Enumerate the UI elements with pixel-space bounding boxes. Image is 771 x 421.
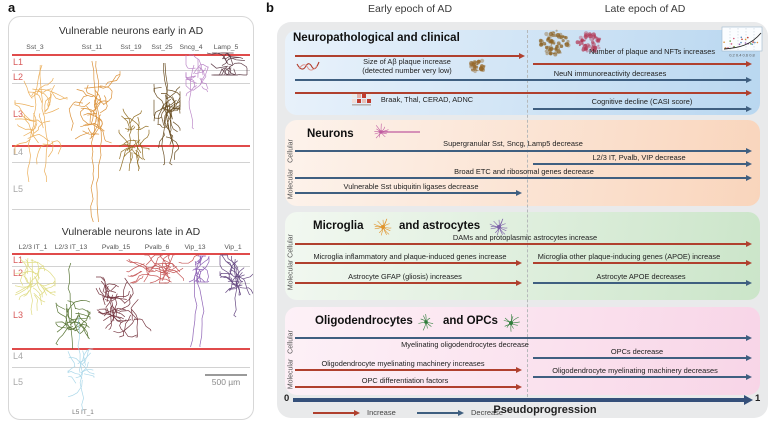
microglia-icon — [371, 215, 395, 244]
neuron-icon — [370, 121, 422, 148]
neuron-label: Vip_1 — [224, 244, 242, 251]
panel-a-letter: a — [8, 0, 16, 15]
apoe-label: Astrocyte APOE decreases — [596, 272, 686, 281]
ubiquitin-label: Vulnerable Sst ubiquitin ligases decrease — [343, 182, 479, 191]
pia-line — [12, 253, 250, 255]
opc-diff-label: OPC differentiation factors — [361, 376, 449, 385]
machinery-inc-label: Oligodendrocyte myelinating machinery increases — [321, 359, 485, 368]
supergranular-label: Supergranular Sst, Sncg, Lamp5 decrease — [443, 139, 583, 148]
panel-b — [277, 22, 768, 418]
myelinating-dec-label: Myelinating oligodendrocytes decrease — [401, 340, 529, 349]
layer-label: L3 — [13, 310, 24, 320]
braak-heatmap-icon — [352, 94, 372, 114]
neuron-label: Lamp_5 — [213, 44, 239, 51]
neuron-morphologies — [9, 17, 253, 419]
layer-label: L1 — [13, 255, 24, 265]
arrow-neun-decrease — [295, 79, 747, 81]
layer-label: L4 — [13, 351, 24, 361]
band3-title-part1: Microglia — [313, 220, 364, 232]
arrow-opc-diff-increase — [295, 386, 517, 388]
layer-line — [12, 283, 250, 284]
layer-line-red — [12, 348, 250, 350]
neuron-label: Vip_13 — [184, 244, 206, 251]
legend-increase-label: Increase — [367, 408, 396, 417]
layer-label: L5 — [13, 184, 24, 194]
axis-start: 0 — [284, 393, 290, 404]
plaque-size-label-line2: (detected number very low) — [362, 66, 452, 75]
layer-label: L3 — [13, 109, 24, 119]
legend-decrease-label: Decrease — [471, 408, 504, 417]
plaque-size-label-line1: Size of Aβ plaque increase — [363, 57, 451, 66]
oligodendrocyte-icon — [415, 311, 437, 338]
arrow-gfap-increase — [295, 282, 517, 284]
inflammatory-label: Microglia inflammatory and plaque-induced genes increase — [313, 252, 507, 261]
neuron-label: Pvalb_6 — [144, 244, 170, 251]
amyloid-plaque-large-icon — [537, 26, 571, 65]
neuron-label: L5 IT_1 — [72, 409, 94, 416]
arrow-supergranular-decrease — [295, 150, 747, 152]
neuron-label: Pvalb_15 — [101, 244, 131, 251]
arrow-cognitive-decline — [533, 108, 747, 110]
neuron-label: Sst_11 — [81, 44, 103, 51]
late-epoch-header: Late epoch of AD — [604, 3, 686, 15]
layer-label: L2 — [13, 72, 24, 82]
plaque-nft-label: Number of plaque and NFTs increases — [588, 47, 716, 56]
pia-line — [12, 54, 250, 56]
arrow-opcs-decrease — [533, 357, 747, 359]
molecular-side-label: Molecular — [287, 358, 295, 390]
scale-bar — [205, 374, 247, 376]
layer-line — [12, 83, 250, 84]
band1-title: Neuropathological and clinical — [293, 32, 460, 44]
inset-xticks: 0.2 0.4 0.6 0.8 — [729, 52, 755, 58]
neuron-label: Sncg_4 — [179, 44, 203, 51]
arrow-l23-decrease — [533, 163, 747, 165]
early-neurons-title: Vulnerable neurons early in AD — [58, 25, 204, 37]
pseudoprogression-axis — [293, 398, 745, 402]
neun-label: NeuN immunoreactivity decreases — [553, 69, 667, 78]
neuron-label: Sst_3 — [26, 44, 44, 51]
pseudoprogression-inset-chart — [721, 26, 763, 58]
arrow-apoe-decrease — [533, 282, 747, 284]
dams-label: DAMs and protoplasmic astrocytes increase — [452, 233, 598, 242]
legend-decrease-arrow — [417, 412, 459, 414]
opcs-dec-label: OPCs decrease — [610, 347, 664, 356]
late-neurons-title: Vulnerable neurons late in AD — [61, 226, 201, 238]
arrow-machinery-increase — [295, 369, 517, 371]
panel-b-letter: b — [266, 0, 274, 15]
cellular-side-label: Cellular — [287, 330, 295, 354]
arrow-other-plaque-increase — [533, 262, 747, 264]
molecular-side-label: Molecular — [287, 168, 295, 200]
layer-line — [12, 367, 250, 368]
machinery-dec-label: Oligodendrocyte myelinating machinery decreases — [552, 366, 718, 375]
arrow-inflammatory-increase — [295, 262, 517, 264]
layer-label: L1 — [13, 57, 24, 67]
cellular-side-label: Cellular — [287, 139, 295, 163]
layer-line — [12, 162, 250, 163]
layer-label: L4 — [13, 147, 24, 157]
neuron-label: Sst_25 — [151, 44, 173, 51]
layer-line — [12, 266, 250, 267]
opc-icon — [499, 311, 523, 340]
cognitive-label: Cognitive decline (CASI score) — [591, 97, 693, 106]
layer-line — [12, 70, 250, 71]
other-plaque-label: Microglia other plaque-inducing genes (APOE) increase — [537, 252, 721, 261]
l23-label: L2/3 IT, Pvalb, VIP decrease — [592, 153, 686, 162]
layer-line — [12, 209, 250, 210]
scale-bar-label: 500 µm — [211, 377, 241, 387]
braak-label: Braak, Thal, CERAD, ADNC — [380, 95, 474, 104]
layer-label: L5 — [13, 377, 24, 387]
cellular-side-label: Cellular — [287, 234, 295, 258]
nft-tangle-icon — [575, 29, 603, 62]
legend-increase-arrow — [313, 412, 355, 414]
neuron-label: Sst_19 — [120, 44, 142, 51]
axis-end: 1 — [755, 393, 761, 404]
etc-label: Broad ETC and ribosomal genes decrease — [454, 167, 594, 176]
neuron-label: L2/3 IT_1 — [18, 244, 48, 251]
arrow-etc-decrease — [295, 177, 747, 179]
band3-title-part2: and astrocytes — [399, 220, 481, 232]
arrow-ubiquitin-decrease — [295, 192, 517, 194]
neuron-label: L2/3 IT_13 — [54, 244, 88, 251]
arrow-myelinating-decrease — [295, 337, 747, 339]
amyloid-plaque-small-icon — [467, 56, 487, 81]
band2-title: Neurons — [307, 128, 354, 140]
layer-line-red — [12, 145, 250, 147]
gfap-label: Astrocyte GFAP (gliosis) increases — [348, 272, 462, 281]
arrow-plaque-nft-increase — [533, 63, 747, 65]
band4-title-part2: and OPCs — [443, 315, 498, 327]
panel-a — [8, 16, 254, 420]
arrow-machinery-decrease — [533, 376, 747, 378]
band4-title-part1: Oligodendrocytes — [315, 315, 413, 327]
early-epoch-header: Early epoch of AD — [367, 3, 453, 15]
pseudoprogression-label: Pseudoprogression — [493, 404, 597, 416]
arrow-dams-increase — [295, 243, 747, 245]
layer-label: L2 — [13, 268, 24, 278]
molecular-side-label: Molecular — [287, 259, 295, 291]
